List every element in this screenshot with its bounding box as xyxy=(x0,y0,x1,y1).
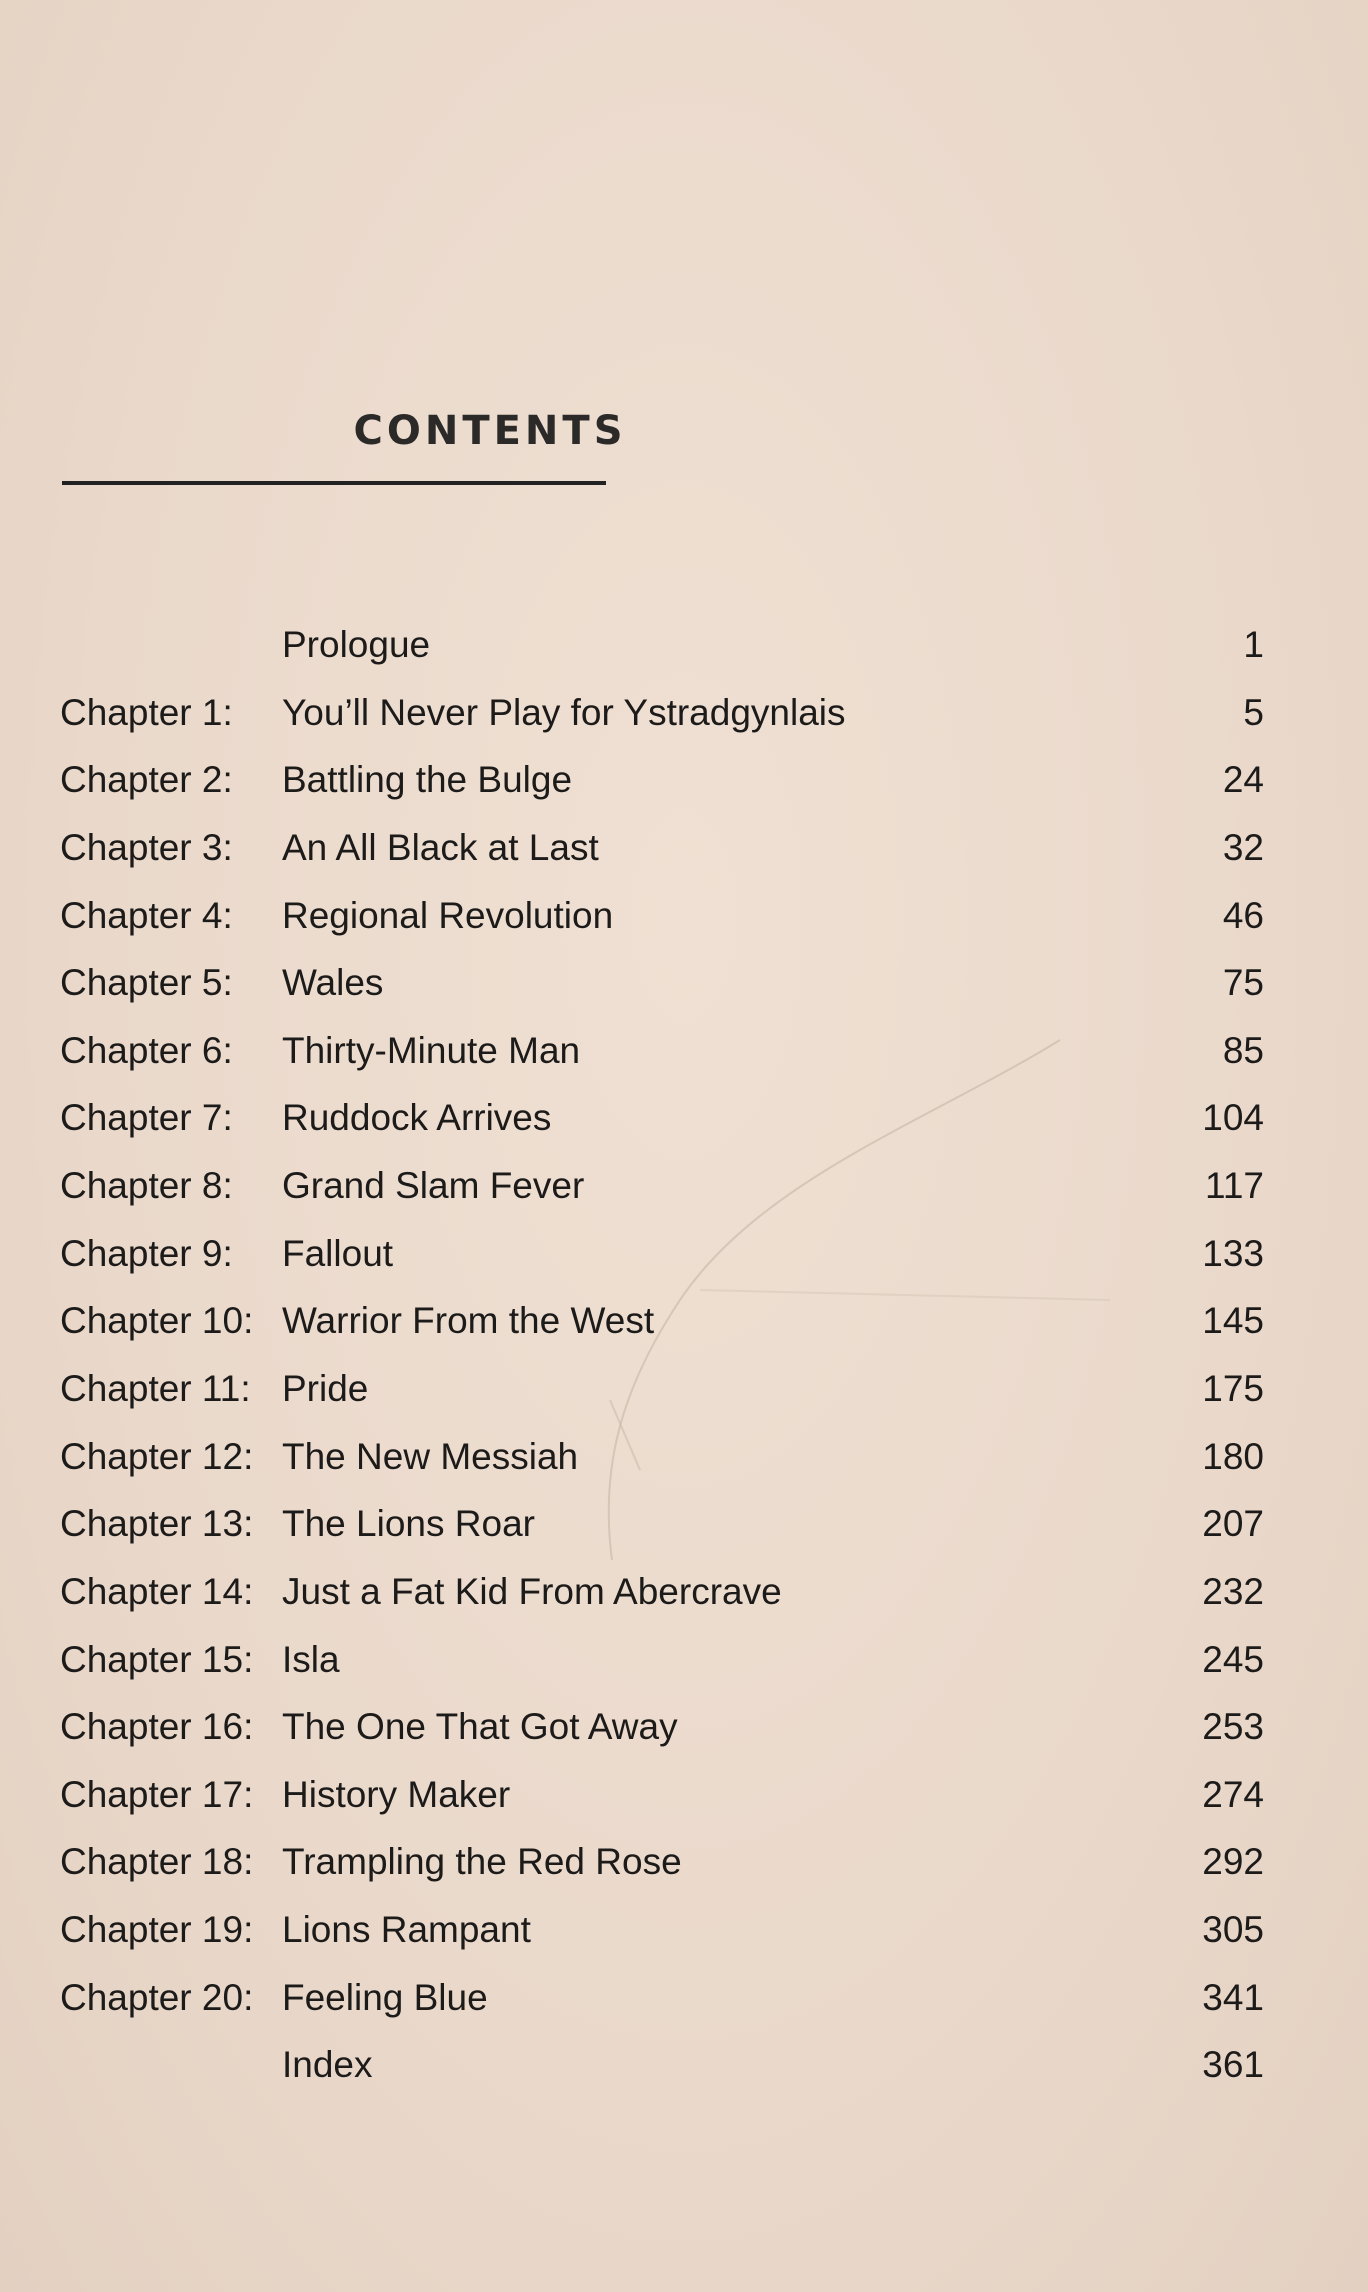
page-number: 104 xyxy=(1202,1097,1264,1138)
toc-entry[interactable] xyxy=(0,1427,1368,1487)
chapter-label: Chapter 10: xyxy=(60,1300,254,1341)
chapter-title: The Lions Roar xyxy=(282,1503,535,1544)
chapter-title: The New Messiah xyxy=(282,1436,579,1477)
page-number: 274 xyxy=(1202,1774,1264,1815)
chapter-label: Chapter 16: xyxy=(60,1706,254,1747)
page-number: 175 xyxy=(1202,1368,1264,1409)
chapter-title: Prologue xyxy=(282,624,431,665)
chapter-title: Trampling the Red Rose xyxy=(282,1841,682,1882)
page-number: 133 xyxy=(1202,1233,1264,1274)
chapter-title: Isla xyxy=(282,1639,340,1680)
page-number: 207 xyxy=(1202,1503,1264,1544)
page-number: 232 xyxy=(1202,1571,1264,1612)
toc-entry[interactable] xyxy=(0,1968,1368,2028)
chapter-title: Index xyxy=(282,2044,373,2085)
chapter-label: Chapter 1: xyxy=(60,692,233,733)
toc-entry[interactable] xyxy=(0,2035,1368,2095)
chapter-label: Chapter 12: xyxy=(60,1436,254,1477)
page-number: 117 xyxy=(1205,1165,1264,1206)
chapter-title: Thirty-Minute Man xyxy=(282,1030,581,1071)
page-number: 292 xyxy=(1202,1841,1264,1882)
page-number: 145 xyxy=(1202,1300,1264,1341)
chapter-label: Chapter 20: xyxy=(60,1977,254,2018)
chapter-title: Regional Revolution xyxy=(282,895,614,936)
chapter-title: Fallout xyxy=(282,1233,394,1274)
chapter-title: An All Black at Last xyxy=(282,827,599,868)
page-number: 85 xyxy=(1222,1030,1264,1071)
toc-entry[interactable] xyxy=(0,1291,1368,1351)
chapter-title: Warrior From the West xyxy=(282,1300,655,1341)
chapter-label: Chapter 3: xyxy=(60,827,233,868)
chapter-label: Chapter 8: xyxy=(60,1165,233,1206)
chapter-label: Chapter 7: xyxy=(60,1097,233,1138)
toc-entry[interactable] xyxy=(0,1494,1368,1554)
chapter-label: Chapter 15: xyxy=(60,1639,254,1680)
chapter-label: Chapter 9: xyxy=(60,1233,233,1274)
page-number: 32 xyxy=(1222,827,1264,868)
chapter-title: Wales xyxy=(282,962,384,1003)
chapter-title: History Maker xyxy=(282,1774,511,1815)
chapter-label: Chapter 19: xyxy=(60,1909,254,1950)
toc-entry[interactable] xyxy=(0,1832,1368,1892)
page-number: 1 xyxy=(1243,624,1264,665)
toc-entry[interactable] xyxy=(0,953,1368,1013)
chapter-title: Battling the Bulge xyxy=(282,759,573,800)
chapter-title: Just a Fat Kid From Abercrave xyxy=(282,1571,782,1612)
page-number: 24 xyxy=(1222,759,1264,800)
chapter-title: Pride xyxy=(282,1368,369,1409)
page-number: 180 xyxy=(1202,1436,1264,1477)
page-number: 75 xyxy=(1222,962,1264,1003)
chapter-title: Lions Rampant xyxy=(282,1909,531,1950)
chapter-label: Chapter 2: xyxy=(60,759,233,800)
toc-entry[interactable] xyxy=(0,1765,1368,1825)
contents-heading: CONTENTS xyxy=(353,408,627,454)
toc-entry[interactable] xyxy=(0,1088,1368,1148)
page-number: 341 xyxy=(1202,1977,1264,2018)
chapter-label: Chapter 14: xyxy=(60,1571,254,1612)
chapter-title: Feeling Blue xyxy=(282,1977,488,2018)
toc-entry[interactable] xyxy=(0,1562,1368,1622)
page-number: 253 xyxy=(1202,1706,1264,1747)
toc-entry[interactable] xyxy=(0,1359,1368,1419)
toc-entry[interactable] xyxy=(0,1224,1368,1284)
heading-underline xyxy=(62,481,606,485)
chapter-title: You’ll Never Play for Ystradgynlais xyxy=(282,692,846,733)
chapter-title: The One That Got Away xyxy=(282,1706,678,1747)
chapter-title: Grand Slam Fever xyxy=(282,1165,585,1206)
page-number: 46 xyxy=(1222,895,1264,936)
page-number: 245 xyxy=(1202,1639,1264,1680)
chapter-label: Chapter 13: xyxy=(60,1503,254,1544)
toc-entry[interactable] xyxy=(0,1900,1368,1960)
chapter-label: Chapter 18: xyxy=(60,1841,254,1882)
chapter-label: Chapter 5: xyxy=(60,962,233,1003)
chapter-label: Chapter 6: xyxy=(60,1030,233,1071)
toc-entry[interactable] xyxy=(0,683,1368,743)
toc-entry[interactable] xyxy=(0,1021,1368,1081)
chapter-label: Chapter 17: xyxy=(60,1774,254,1815)
page-number: 361 xyxy=(1202,2044,1264,2085)
page-number: 305 xyxy=(1202,1909,1264,1950)
toc-entry[interactable] xyxy=(0,750,1368,810)
toc-entry[interactable] xyxy=(0,1630,1368,1690)
toc-entry[interactable] xyxy=(0,1156,1368,1216)
chapter-label: Chapter 11: xyxy=(60,1368,251,1409)
toc-entry[interactable] xyxy=(0,886,1368,946)
toc-entry[interactable] xyxy=(0,615,1368,675)
page-number: 5 xyxy=(1243,692,1264,733)
toc-entry[interactable] xyxy=(0,1697,1368,1757)
toc-entry[interactable] xyxy=(0,818,1368,878)
chapter-label: Chapter 4: xyxy=(60,895,233,936)
chapter-title: Ruddock Arrives xyxy=(282,1097,552,1138)
